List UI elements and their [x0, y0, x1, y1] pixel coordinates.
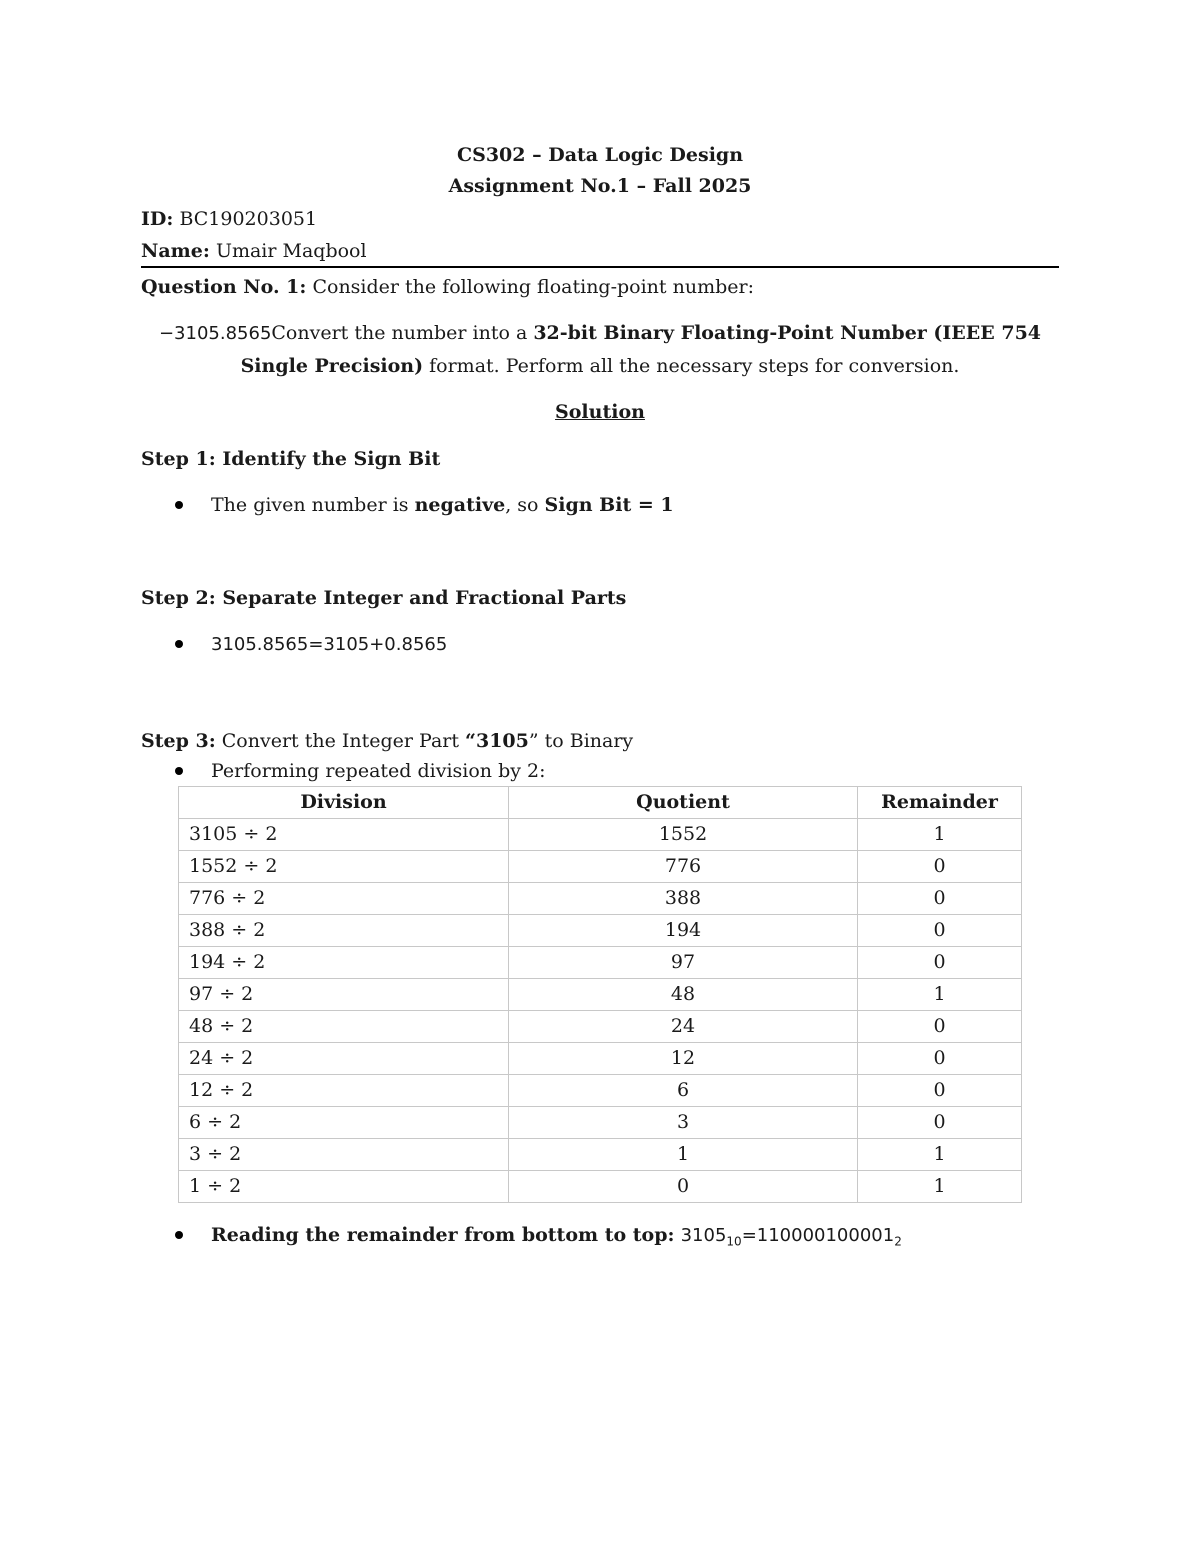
remainder-cell: 1	[858, 819, 1022, 851]
division-table	[178, 786, 1022, 1203]
table-row	[179, 1075, 1022, 1107]
step3-heading	[141, 726, 1059, 756]
division-cell: 1552 ÷ 2	[179, 851, 509, 883]
division-cell: 97 ÷ 2	[179, 979, 509, 1011]
remainder-cell: 0	[858, 915, 1022, 947]
step1-bullet-prefix: The given number is	[211, 494, 415, 516]
step1-bullet-bold1: negative	[414, 494, 506, 516]
division-cell: 1 ÷ 2	[179, 1171, 509, 1203]
question-format-suffix: format. Perform all the necessary steps for conversion.	[423, 355, 960, 377]
remainder-cell: 0	[858, 1075, 1022, 1107]
question-convert-prefix: Convert the number into a	[271, 322, 534, 344]
table-row	[179, 979, 1022, 1011]
quotient-cell: 388	[509, 883, 858, 915]
step3-bullet	[141, 756, 1059, 786]
step1-bullet-middle: , so	[505, 494, 545, 516]
quotient-cell: 194	[509, 915, 858, 947]
division-cell: 194 ÷ 2	[179, 947, 509, 979]
table-row	[179, 1107, 1022, 1139]
bullet-icon	[175, 501, 183, 509]
step3-heading-prefix: Convert the Integer Part	[215, 730, 466, 752]
quotient-cell: 1	[509, 1139, 858, 1171]
quotient-cell: 776	[509, 851, 858, 883]
table-row	[179, 819, 1022, 851]
remainder-cell: 0	[858, 1043, 1022, 1075]
table-row	[179, 851, 1022, 883]
col-header-division: Division	[179, 787, 509, 819]
bullet-icon	[175, 640, 183, 648]
question-text: Consider the following floating-point number:	[312, 276, 754, 298]
division-cell: 48 ÷ 2	[179, 1011, 509, 1043]
step1-bullet-bold2: Sign Bit = 1	[544, 494, 674, 516]
remainder-cell: 0	[858, 883, 1022, 915]
bullet-icon	[175, 1231, 183, 1239]
table-row	[179, 915, 1022, 947]
quotient-cell: 97	[509, 947, 858, 979]
col-header-quotient: Quotient	[509, 787, 858, 819]
question-format-bold-2: Single Precision)	[240, 355, 424, 377]
step2-heading: Step 2: Separate Integer and Fractional Parts	[141, 587, 627, 609]
table-row	[179, 1171, 1022, 1203]
question-label: Question No. 1:	[141, 276, 307, 298]
step3-bullet-text: Performing repeated division by 2:	[211, 760, 546, 782]
division-cell: 24 ÷ 2	[179, 1043, 509, 1075]
result-sub: 2	[894, 1234, 902, 1249]
division-cell: 3105 ÷ 2	[179, 819, 509, 851]
step2-equation: 3105.8565=3105+0.8565	[211, 634, 448, 655]
step1-heading: Step 1: Identify the Sign Bit	[141, 448, 441, 470]
table-header-row	[179, 787, 1022, 819]
remainder-cell: 0	[858, 851, 1022, 883]
division-table-wrapper	[141, 786, 1059, 1206]
quotient-cell: 6	[509, 1075, 858, 1107]
division-cell: 3 ÷ 2	[179, 1139, 509, 1171]
step3-result-label: Reading the remainder from bottom to top:	[211, 1224, 675, 1246]
table-row	[179, 883, 1022, 915]
division-cell: 6 ÷ 2	[179, 1107, 509, 1139]
remainder-cell: 1	[858, 1171, 1022, 1203]
step1-bullet	[141, 490, 1059, 520]
question-number: −3105.8565	[158, 323, 272, 344]
quotient-cell: 12	[509, 1043, 858, 1075]
question-line	[141, 271, 1059, 303]
remainder-cell: 1	[858, 1139, 1022, 1171]
table-row	[179, 1011, 1022, 1043]
col-header-remainder: Remainder	[858, 787, 1022, 819]
division-cell: 388 ÷ 2	[179, 915, 509, 947]
remainder-cell: 0	[858, 947, 1022, 979]
remainder-cell: 0	[858, 1011, 1022, 1043]
step3-heading-bold: Step 3:	[141, 730, 216, 752]
quotient-cell: 48	[509, 979, 858, 1011]
quotient-cell: 24	[509, 1011, 858, 1043]
table-row	[179, 1139, 1022, 1171]
quotient-cell: 1552	[509, 819, 858, 851]
result-base-sub: 10	[726, 1234, 742, 1249]
student-id-line	[141, 203, 1059, 235]
id-label: ID:	[141, 208, 174, 230]
quotient-cell: 3	[509, 1107, 858, 1139]
remainder-cell: 0	[858, 1107, 1022, 1139]
id-value: BC190203051	[179, 208, 318, 230]
step2-bullet	[141, 629, 1059, 660]
step3-result-bullet	[141, 1220, 1059, 1257]
step3-heading-suffix: ” to Binary	[528, 730, 634, 752]
document-page	[141, 140, 1059, 1257]
table-row	[179, 947, 1022, 979]
step3-heading-value: “3105	[465, 730, 529, 752]
remainder-cell: 1	[858, 979, 1022, 1011]
result-base-value: 3105	[680, 1225, 727, 1246]
question-body	[141, 317, 1059, 382]
quotient-cell: 0	[509, 1171, 858, 1203]
solution-heading: Solution	[555, 401, 645, 423]
bullet-icon	[175, 767, 183, 775]
step3-result-equation	[680, 1225, 902, 1249]
table-row	[179, 1043, 1022, 1075]
name-label: Name:	[141, 240, 210, 262]
division-cell: 776 ÷ 2	[179, 883, 509, 915]
division-cell: 12 ÷ 2	[179, 1075, 509, 1107]
student-name-line	[141, 235, 1059, 267]
question-format-bold-1: 32-bit Binary Floating-Point Number (IEEE 754	[533, 322, 1042, 344]
assignment-title: Assignment No.1 – Fall 2025	[448, 175, 752, 197]
name-value: Umair Maqbool	[215, 240, 367, 262]
course-title: CS302 – Data Logic Design	[456, 144, 744, 166]
result-equals: =110000100001	[741, 1225, 895, 1246]
